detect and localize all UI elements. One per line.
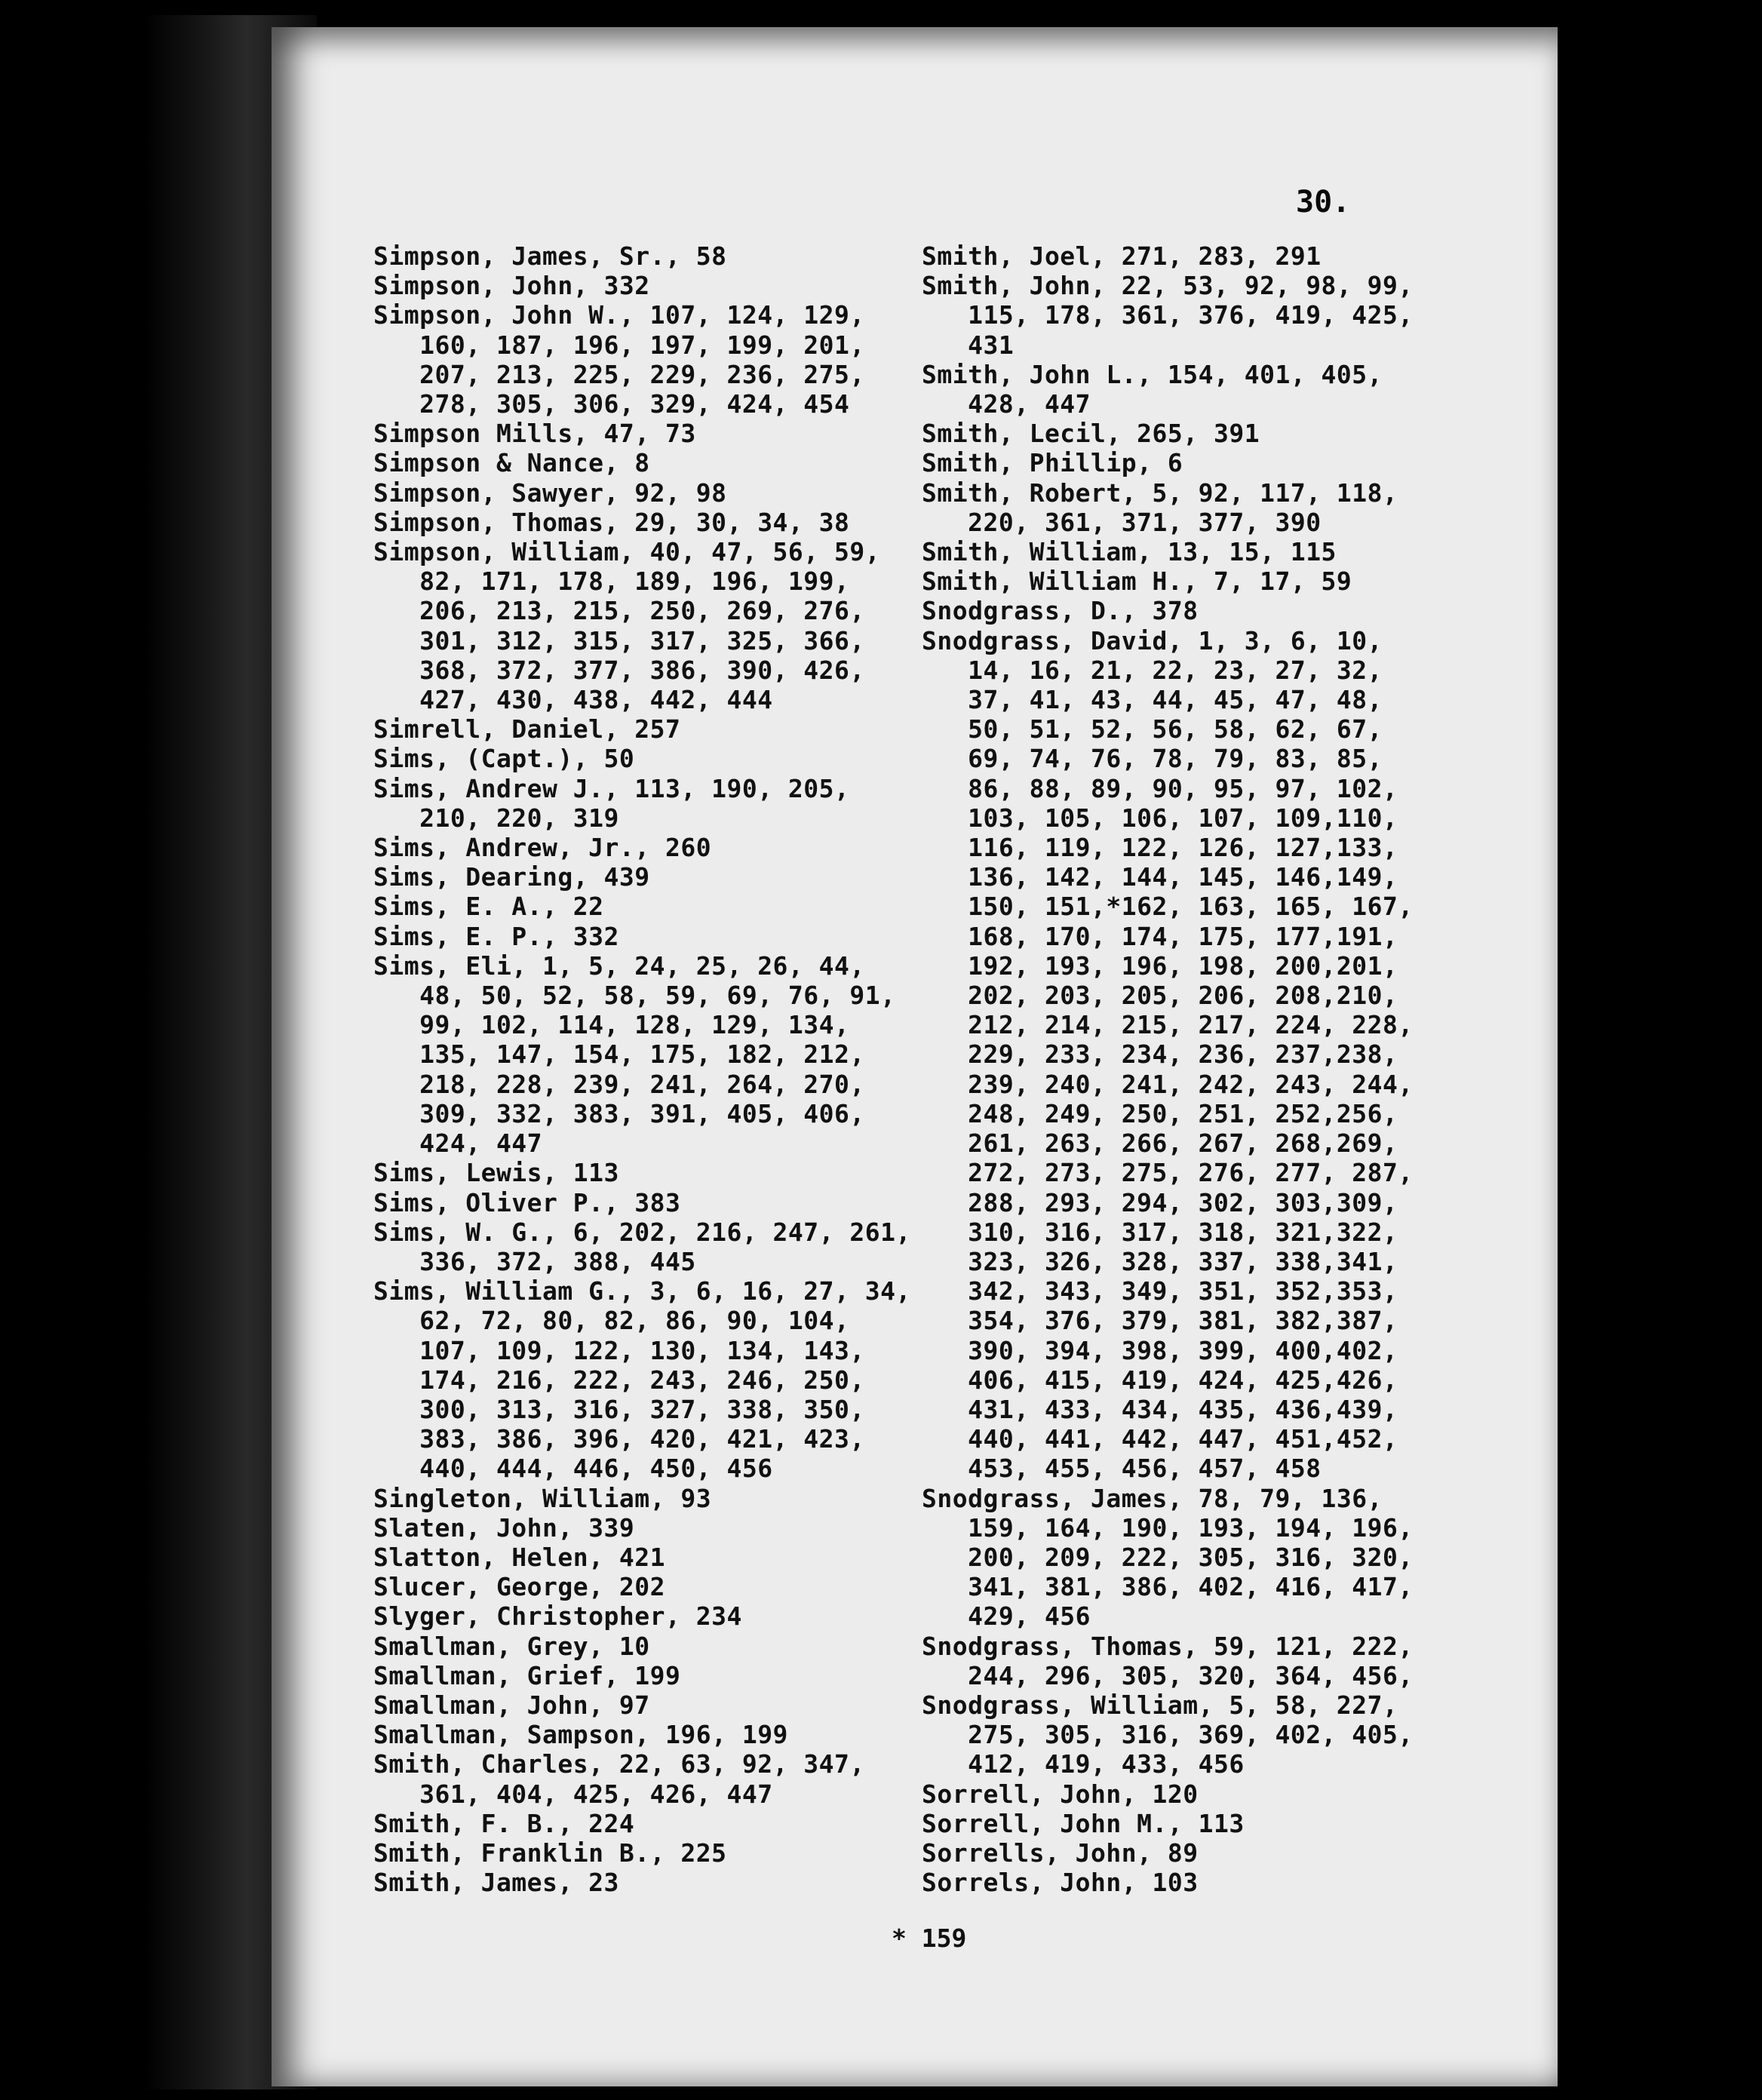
index-column-right bbox=[922, 241, 1414, 1897]
index-entry: Simpson, John W., 107, 124, 129, bbox=[373, 300, 865, 330]
index-entry: Sims, (Capt.), 50 bbox=[373, 744, 635, 774]
index-entry: Sims, Andrew J., 113, 190, 205, bbox=[373, 773, 850, 803]
index-entry: 206, 213, 215, 250, 269, 276, bbox=[373, 596, 865, 626]
index-entry: Sims, Eli, 1, 5, 24, 25, 26, 44, bbox=[373, 950, 865, 981]
index-entry: 427, 430, 438, 442, 444 bbox=[373, 685, 773, 715]
index-entry: Snodgrass, D., 378 bbox=[922, 596, 1199, 626]
index-entry: 207, 213, 225, 229, 236, 275, bbox=[373, 359, 865, 389]
index-entry: 50, 51, 52, 56, 58, 62, 67, bbox=[922, 714, 1383, 745]
index-entry: 431 bbox=[922, 330, 1015, 360]
index-entry: 168, 170, 174, 175, 177,191, bbox=[922, 921, 1398, 951]
index-entry: 174, 216, 222, 243, 246, 250, bbox=[373, 1365, 865, 1395]
index-entry: Slaten, John, 339 bbox=[373, 1512, 635, 1543]
index-entry: 159, 164, 190, 193, 194, 196, bbox=[922, 1512, 1414, 1543]
index-entry: 200, 209, 222, 305, 316, 320, bbox=[922, 1542, 1414, 1572]
index-entry: Smith, Phillip, 6 bbox=[922, 448, 1183, 478]
index-entry: Smith, Franklin B., 225 bbox=[373, 1838, 727, 1868]
index-entry: 361, 404, 425, 426, 447 bbox=[373, 1779, 773, 1809]
index-entry: 383, 386, 396, 420, 421, 423, bbox=[373, 1424, 865, 1454]
index-entry: 288, 293, 294, 302, 303,309, bbox=[922, 1187, 1398, 1217]
index-entry: 62, 72, 80, 82, 86, 90, 104, bbox=[373, 1306, 850, 1336]
index-entry: 300, 313, 316, 327, 338, 350, bbox=[373, 1394, 865, 1424]
index-entry: Sims, Dearing, 439 bbox=[373, 862, 650, 892]
index-entry: 239, 240, 241, 242, 243, 244, bbox=[922, 1069, 1414, 1099]
index-entry: Sims, E. P., 332 bbox=[373, 921, 619, 951]
index-entry: 14, 16, 21, 22, 23, 27, 32, bbox=[922, 655, 1383, 685]
index-entry: 160, 187, 196, 197, 199, 201, bbox=[373, 330, 865, 360]
index-entry: Sims, Andrew, Jr., 260 bbox=[373, 833, 712, 863]
index-entry: Smith, William, 13, 15, 115 bbox=[922, 537, 1337, 567]
index-entry: Smith, Robert, 5, 92, 117, 118, bbox=[922, 477, 1398, 508]
index-entry: 406, 415, 419, 424, 425,426, bbox=[922, 1365, 1398, 1395]
index-entry: Sims, Lewis, 113 bbox=[373, 1158, 619, 1188]
index-entry: Slucer, George, 202 bbox=[373, 1572, 665, 1602]
index-entry: Sorrells, John, 89 bbox=[922, 1838, 1199, 1868]
index-column-left bbox=[373, 241, 911, 1897]
index-entry: 135, 147, 154, 175, 182, 212, bbox=[373, 1039, 865, 1070]
index-entry: Simpson, Thomas, 29, 30, 34, 38 bbox=[373, 507, 850, 537]
index-entry: Simpson, Sawyer, 92, 98 bbox=[373, 477, 727, 508]
index-entry: 424, 447 bbox=[373, 1128, 543, 1159]
index-entry: Smith, William H., 7, 17, 59 bbox=[922, 566, 1352, 597]
index-entry: Snodgrass, James, 78, 79, 136, bbox=[922, 1483, 1383, 1513]
index-entry: 440, 444, 446, 450, 456 bbox=[373, 1454, 773, 1484]
index-entry: Smallman, John, 97 bbox=[373, 1690, 650, 1720]
index-entry: Smallman, Grey, 10 bbox=[373, 1631, 650, 1661]
index-entry: Snodgrass, William, 5, 58, 227, bbox=[922, 1690, 1398, 1720]
index-entry: Smith, Lecil, 265, 391 bbox=[922, 419, 1260, 449]
index-entry: 136, 142, 144, 145, 146,149, bbox=[922, 862, 1398, 892]
index-entry: 278, 305, 306, 329, 424, 454 bbox=[373, 389, 850, 419]
index-entry: 150, 151,*162, 163, 165, 167, bbox=[922, 892, 1414, 922]
index-entry: 390, 394, 398, 399, 400,402, bbox=[922, 1335, 1398, 1365]
index-entry: 192, 193, 196, 198, 200,201, bbox=[922, 950, 1398, 981]
index-entry: Slyger, Christopher, 234 bbox=[373, 1601, 742, 1632]
index-entry: 116, 119, 122, 126, 127,133, bbox=[922, 833, 1398, 863]
index-entry: 440, 441, 442, 447, 451,452, bbox=[922, 1424, 1398, 1454]
index-entry: 37, 41, 43, 44, 45, 47, 48, bbox=[922, 685, 1383, 715]
index-entry: 272, 273, 275, 276, 277, 287, bbox=[922, 1158, 1414, 1188]
index-entry: Smith, John, 22, 53, 92, 98, 99, bbox=[922, 271, 1414, 301]
index-entry: 210, 220, 319 bbox=[373, 803, 619, 833]
index-entry: 354, 376, 379, 381, 382,387, bbox=[922, 1306, 1398, 1336]
index-entry: 69, 74, 76, 78, 79, 83, 85, bbox=[922, 744, 1383, 774]
index-entry: 86, 88, 89, 90, 95, 97, 102, bbox=[922, 773, 1398, 803]
page-number: 30. bbox=[1296, 185, 1351, 220]
index-entry: 218, 228, 239, 241, 264, 270, bbox=[373, 1069, 865, 1099]
index-entry: 229, 233, 234, 236, 237,238, bbox=[922, 1039, 1398, 1070]
index-entry: Simpson, John, 332 bbox=[373, 271, 650, 301]
index-entry: 248, 249, 250, 251, 252,256, bbox=[922, 1098, 1398, 1128]
index-entry: Snodgrass, Thomas, 59, 121, 222, bbox=[922, 1631, 1414, 1661]
index-entry: Snodgrass, David, 1, 3, 6, 10, bbox=[922, 625, 1383, 655]
index-entry: 429, 456 bbox=[922, 1601, 1091, 1632]
index-entry: Simrell, Daniel, 257 bbox=[373, 714, 681, 745]
index-entry: Smallman, Sampson, 196, 199 bbox=[373, 1720, 788, 1750]
index-entry: 453, 455, 456, 457, 458 bbox=[922, 1454, 1322, 1484]
index-entry: Simpson Mills, 47, 73 bbox=[373, 419, 696, 449]
index-entry: 309, 332, 383, 391, 405, 406, bbox=[373, 1098, 865, 1128]
index-entry: 336, 372, 388, 445 bbox=[373, 1246, 696, 1276]
index-entry: 99, 102, 114, 128, 129, 134, bbox=[373, 1010, 850, 1040]
index-entry: 310, 316, 317, 318, 321,322, bbox=[922, 1217, 1398, 1247]
index-entry: Smallman, Grief, 199 bbox=[373, 1660, 681, 1690]
index-entry: 431, 433, 434, 435, 436,439, bbox=[922, 1394, 1398, 1424]
index-entry: 275, 305, 316, 369, 402, 405, bbox=[922, 1720, 1414, 1750]
index-entry: 428, 447 bbox=[922, 389, 1091, 419]
footnote: * 159 bbox=[892, 1923, 967, 1953]
index-entry: Simpson, William, 40, 47, 56, 59, bbox=[373, 537, 881, 567]
index-entry: 220, 361, 371, 377, 390 bbox=[922, 507, 1322, 537]
index-entry: Singleton, William, 93 bbox=[373, 1483, 712, 1513]
index-entry: 301, 312, 315, 317, 325, 366, bbox=[373, 625, 865, 655]
index-entry: Smith, Joel, 271, 283, 291 bbox=[922, 241, 1322, 271]
index-entry: Sorrels, John, 103 bbox=[922, 1868, 1199, 1898]
index-entry: 261, 263, 266, 267, 268,269, bbox=[922, 1128, 1398, 1159]
index-entry: Slatton, Helen, 421 bbox=[373, 1542, 665, 1572]
index-entry: Simpson, James, Sr., 58 bbox=[373, 241, 727, 271]
index-entry: 342, 343, 349, 351, 352,353, bbox=[922, 1276, 1398, 1306]
index-entry: Simpson & Nance, 8 bbox=[373, 448, 650, 478]
index-entry: 107, 109, 122, 130, 134, 143, bbox=[373, 1335, 865, 1365]
index-entry: 115, 178, 361, 376, 419, 425, bbox=[922, 300, 1414, 330]
index-entry: 202, 203, 205, 206, 208,210, bbox=[922, 981, 1398, 1011]
index-entry: 103, 105, 106, 107, 109,110, bbox=[922, 803, 1398, 833]
index-entry: Smith, James, 23 bbox=[373, 1868, 619, 1898]
index-entry: 341, 381, 386, 402, 416, 417, bbox=[922, 1572, 1414, 1602]
index-entry: Sorrell, John M., 113 bbox=[922, 1808, 1245, 1838]
index-entry: 82, 171, 178, 189, 196, 199, bbox=[373, 566, 850, 597]
index-entry: Smith, Charles, 22, 63, 92, 347, bbox=[373, 1749, 865, 1779]
index-entry: Sims, W. G., 6, 202, 216, 247, 261, bbox=[373, 1217, 911, 1247]
index-entry: 244, 296, 305, 320, 364, 456, bbox=[922, 1660, 1414, 1690]
index-entry: Sims, William G., 3, 6, 16, 27, 34, bbox=[373, 1276, 911, 1306]
index-entry: Sims, Oliver P., 383 bbox=[373, 1187, 681, 1217]
index-entry: Smith, F. B., 224 bbox=[373, 1808, 635, 1838]
index-entry: 368, 372, 377, 386, 390, 426, bbox=[373, 655, 865, 685]
index-entry: 212, 214, 215, 217, 224, 228, bbox=[922, 1010, 1414, 1040]
index-entry: Sims, E. A., 22 bbox=[373, 892, 604, 922]
index-entry: 323, 326, 328, 337, 338,341, bbox=[922, 1246, 1398, 1276]
index-entry: Smith, John L., 154, 401, 405, bbox=[922, 359, 1383, 389]
index-entry: 412, 419, 433, 456 bbox=[922, 1749, 1245, 1779]
index-entry: 48, 50, 52, 58, 59, 69, 76, 91, bbox=[373, 981, 896, 1011]
index-entry: Sorrell, John, 120 bbox=[922, 1779, 1199, 1809]
